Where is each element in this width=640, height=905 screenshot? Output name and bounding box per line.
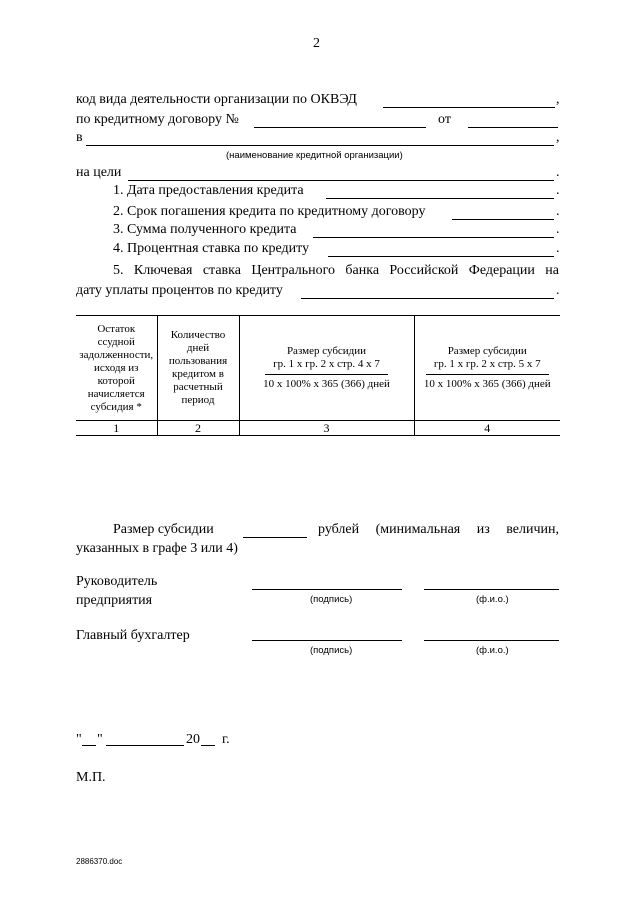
bank-blank [86,145,554,146]
col-days-line: Количество [170,329,226,341]
table-number-row [76,421,560,436]
credit-contract-number-blank [254,127,426,128]
col-days-line: период [181,394,215,406]
col-balance-line: которой [97,374,135,387]
date-year-blank [201,745,215,746]
item-4-blank [328,256,554,257]
item-5-end: . [556,283,560,298]
director-signature-line [252,589,402,590]
date-quote-close: " [97,732,103,747]
col-days-line: дней [186,342,210,354]
item-3-end: . [556,222,560,237]
subsidy-table [76,315,560,436]
director-title-line2: предприятия [76,593,153,608]
okved-end: , [556,92,560,107]
okved-label: код вида деятельности организации по ОКВЭД [76,92,357,107]
item-2-blank [452,219,554,220]
credit-contract-date-blank [468,127,558,128]
col-balance-line: ссудной [97,335,135,348]
accountant-signature-line [252,640,402,641]
page-number: 2 [313,36,320,51]
col-number: 1 [76,421,157,436]
col-subsidy-a-title: Размер субсидии [286,345,367,357]
col-days-line: кредитом в [172,368,224,380]
subsidy-amount-note: указанных в графе 3 или 4) [76,541,238,556]
col-number: 3 [239,421,414,436]
col-subsidy-a-numerator: гр. 1 х гр. 2 х стр. 4 х 7 [265,358,388,375]
date-month-blank [106,745,184,746]
col-balance-line: начисляется [87,387,145,400]
col-balance-line: исходя из [93,361,139,374]
okved-blank [383,107,555,108]
col-days-header [157,316,239,421]
credit-contract-from-label: от [438,112,451,127]
item-4-label: 4. Процентная ставка по кредиту [113,241,310,256]
col-days-line: пользования [168,355,228,367]
col-number: 4 [414,421,560,436]
item-1-end: . [556,183,560,198]
col-balance-line: субсидия * [90,400,142,413]
director-signature-caption: (подпись) [310,594,353,605]
bank-caption: (наименование кредитной организации) [226,150,403,161]
accountant-signature-caption: (подпись) [310,645,353,656]
item-1-label: 1. Дата предоставления кредита [113,183,304,198]
col-subsidy-b-denominator: 10 х 100% х 365 (366) дней [423,378,551,390]
bank-end: , [556,130,560,145]
date-quote-open: " [76,732,82,747]
col-number: 2 [157,421,239,436]
item-5-line1: 5. Ключевая ставка Центрального банка Российской Федерации на [113,263,559,278]
purpose-blank [128,180,554,181]
item-1-blank [326,198,554,199]
date-day-blank [82,745,96,746]
director-name-line [424,589,559,590]
item-3-label: 3. Сумма полученного кредита [113,222,297,237]
col-subsidy-b-numerator: гр. 1 х гр. 2 х стр. 5 х 7 [426,358,549,375]
date-year-prefix: 20 [186,732,200,747]
item-2-end: . [556,204,560,219]
item-5-blank [301,298,554,299]
col-balance-header [76,316,157,421]
item-4-end: . [556,241,560,256]
bank-prefix: в [76,130,83,145]
item-2-label: 2. Срок погашения кредита по кредитному договору [113,204,426,219]
col-balance-line: задолженности, [79,348,154,361]
subsidy-amount-units: рублей (минимальная из величин, [318,522,559,537]
table-header-row [76,316,560,421]
subsidy-amount-label: Размер субсидии [113,522,214,537]
purpose-end: . [556,165,560,180]
subsidy-amount-blank [243,537,307,538]
col-subsidy-a-header [239,316,414,421]
col-subsidy-a-denominator: 10 х 100% х 365 (366) дней [263,378,390,390]
credit-contract-label: по кредитному договору № [76,112,239,127]
director-name-caption: (ф.и.о.) [476,594,509,605]
seal-label: М.П. [76,770,106,785]
col-subsidy-b-title: Размер субсидии [447,345,527,357]
accountant-name-line [424,640,559,641]
footer-file-name: 2886370.doc [76,857,123,866]
item-3-blank [313,237,554,238]
col-days-line: расчетный [173,381,223,393]
accountant-name-caption: (ф.и.о.) [476,645,509,656]
date-year-suffix: г. [222,732,230,747]
col-balance-line: Остаток [97,322,136,335]
director-title-line1: Руководитель [76,574,158,589]
item-5-line2: дату уплаты процентов по кредиту [76,283,283,298]
accountant-title: Главный бухгалтер [76,628,190,643]
purpose-label: на цели [76,165,122,180]
col-subsidy-b-header [414,316,560,421]
